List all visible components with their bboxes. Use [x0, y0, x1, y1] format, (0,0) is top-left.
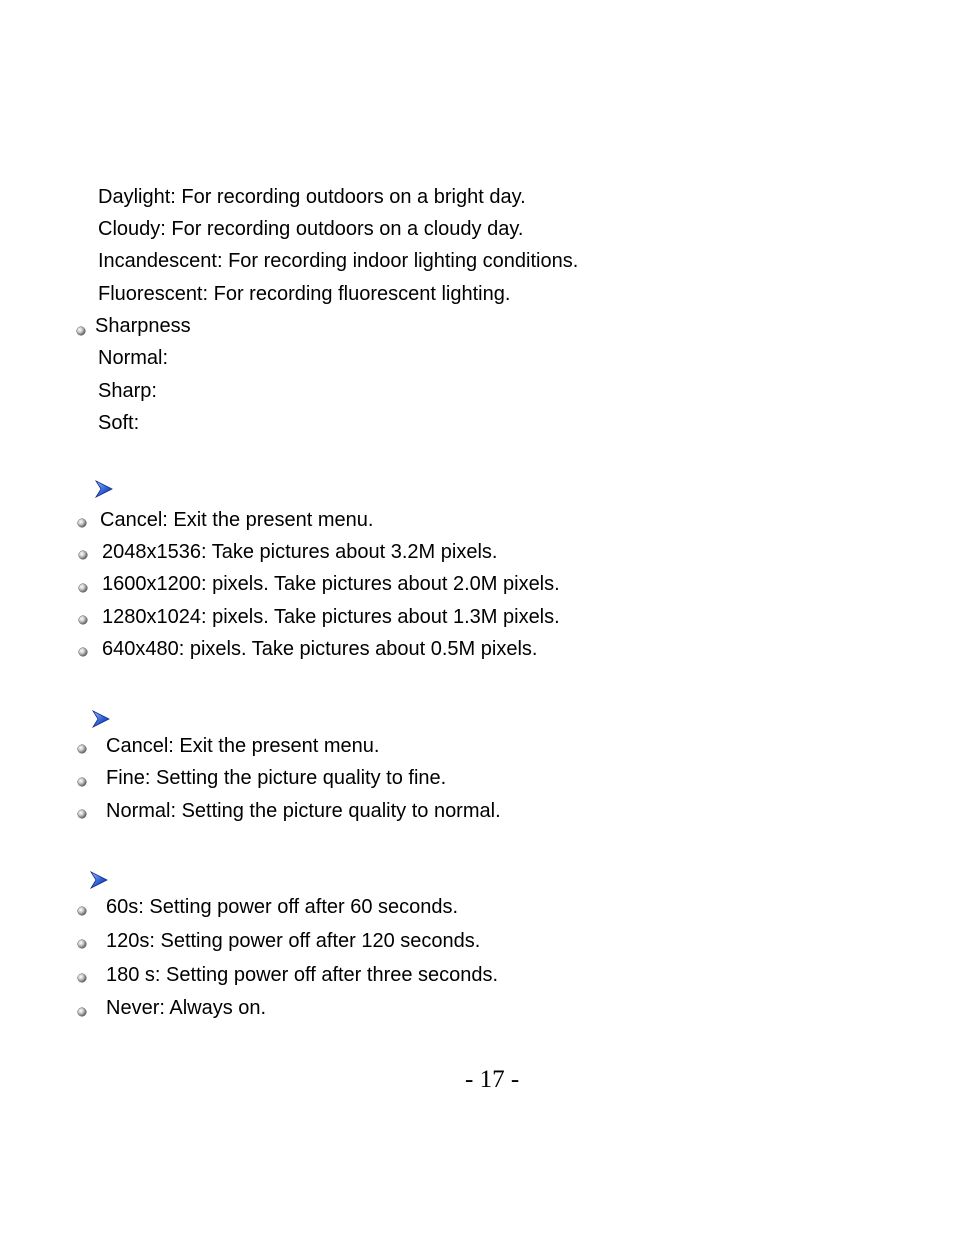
quality-item: Fine: Setting the picture quality to fine. — [106, 767, 447, 789]
resolution-item: 1600x1200: pixels. Take pictures about 2.0M pixels. — [102, 573, 560, 595]
sphere-bullet-icon — [78, 745, 86, 753]
resolution-item: Cancel: Exit the present menu. — [100, 509, 374, 531]
white-balance-daylight: Daylight: For recording outdoors on a bright day. — [98, 186, 526, 208]
sphere-bullet-icon — [78, 778, 86, 786]
sphere-bullet-icon — [79, 648, 87, 656]
white-balance-cloudy: Cloudy: For recording outdoors on a cloudy day. — [98, 218, 524, 240]
auto-off-item: 60s: Setting power off after 60 seconds. — [106, 896, 459, 918]
sphere-bullet-icon — [77, 327, 85, 335]
sphere-bullet-icon — [78, 974, 86, 982]
sphere-bullet-icon — [78, 1008, 86, 1016]
resolution-item: 1280x1024: pixels. Take pictures about 1.3M pixels. — [102, 606, 560, 628]
sphere-bullet-icon — [79, 551, 87, 559]
resolution-item: 640x480: pixels. Take pictures about 0.5M pixels. — [102, 638, 538, 660]
auto-off-item: 120s: Setting power off after 120 seconds. — [106, 930, 481, 952]
sphere-bullet-icon — [78, 940, 86, 948]
sharpness-sharp: Sharp: — [98, 380, 157, 402]
sharpness-title: Sharpness — [95, 315, 191, 337]
sphere-bullet-icon — [79, 584, 87, 592]
white-balance-fluorescent: Fluorescent: For recording fluorescent lighting. — [98, 283, 511, 305]
auto-off-item: Never: Always on. — [106, 997, 267, 1019]
sharpness-normal: Normal: — [98, 347, 169, 369]
blue-arrow-icon — [95, 480, 113, 498]
white-balance-incandescent: Incandescent: For recording indoor lighting conditions. — [98, 250, 579, 272]
sphere-bullet-icon — [78, 519, 86, 527]
sharpness-soft: Soft: — [98, 412, 140, 434]
quality-item: Normal: Setting the picture quality to normal. — [106, 800, 501, 822]
quality-item: Cancel: Exit the present menu. — [106, 735, 380, 757]
blue-arrow-icon — [92, 710, 110, 728]
auto-off-item: 180 s: Setting power off after three seconds. — [106, 964, 499, 986]
sphere-bullet-icon — [79, 616, 87, 624]
sphere-bullet-icon — [78, 810, 86, 818]
resolution-item: 2048x1536: Take pictures about 3.2M pixels. — [102, 541, 498, 563]
sphere-bullet-icon — [78, 907, 86, 915]
blue-arrow-icon — [90, 871, 108, 889]
page-number: - 17 - — [465, 1066, 520, 1093]
